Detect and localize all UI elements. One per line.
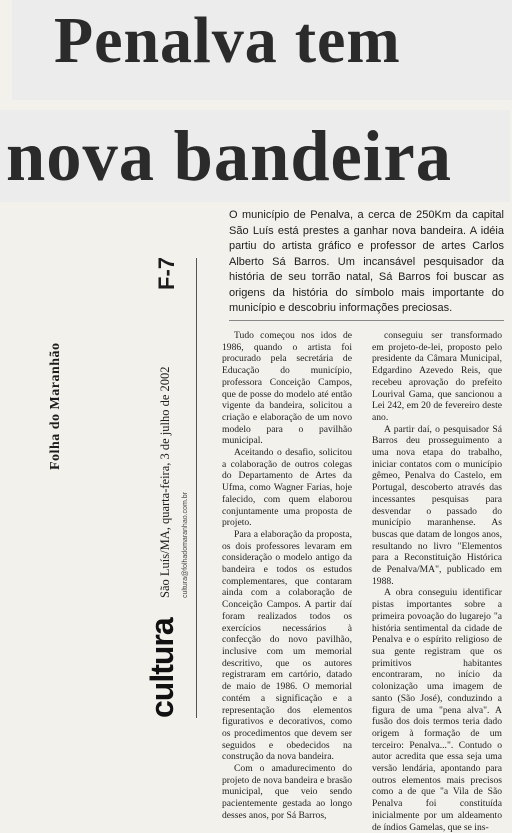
section-email: cultura@folhadomaranhao.com.br — [182, 492, 189, 598]
paragraph: Com o amadurecimento do projeto de nova bandeira e brasão municipal, que veio sendo pacientemente gestada ao longo desses anos, por Sá Barros, — [222, 763, 352, 821]
paragraph: A obra conseguiu identificar pistas importantes sobre a primeira povoação do lugarejo "a história sentimental da cidade de Penalva e o espírito religioso de sua gente registram que os primitivos habitantes encontraram, no início da colonização uma imagem de santo (São José), conduzindo a figura de uma "pena alva". A fusão dos dois termos teria dado origem à formação de um terceiro: Penalva...". Contudo o autor acredita que essa seja uma versão lendária, apontando para outros elementos mais precisos como a de que "a Vila de São Penalva foi constituída inicialmente por um aldeamento de índios Gamelas, que se ins- — [372, 587, 502, 833]
headline-line-1: Penalva tem — [54, 4, 401, 77]
newspaper-name: Folha do Maranhão — [48, 342, 63, 470]
lead-divider — [229, 320, 504, 321]
body-column-2 — [372, 330, 502, 833]
page-number: F-7 — [154, 257, 179, 290]
paragraph: conseguiu ser transformado em projeto-de-lei, proposto pelo presidente da Câmara Municipal, Edgardino Azevedo Reis, que recebeu aprovação do prefeito Lourival Gama, que sancionou a Lei 242, em 20 de fevereiro deste ano. — [372, 330, 502, 423]
paragraph: Tudo começou nos idos de 1986, quando o artista foi procurado pela secretária de Educação do município, professora Conceição Campos, que de posse do modelo até então vigente da bandeira, solicitou a criação e elaboração de um novo modelo para o pavilhão municipal. — [222, 330, 352, 447]
paragraph: Aceitando o desafio, solicitou a colaboração de outros colegas do Departamento de Artes da Ufma, como Wagner Farias, hoje falecido, com quem elaborou conjuntamente uma proposta de projeto. — [222, 447, 352, 529]
headline-line-2: nova bandeira — [6, 116, 452, 196]
section-title: cultura — [144, 618, 180, 718]
lead-paragraph: O município de Penalva, a cerca de 250Km da capital São Luís está prestes a ganhar nova bandeira. A idéia partiu do artista gráfico e professor de artes Carlos Alberto Sá Barros. Um incansável pesquisador da história de seu torrão natal, Sá Barros foi buscar as origens da história do símbolo mais importante do município e descobriu informações preciosas. — [229, 209, 504, 314]
paragraph: Para a elaboração da proposta, os dois professores levaram em consideração o modelo antigo da bandeira e todos os estudos complementares, que contaram ainda com a colaboração de Conceição Campos. A partir daí foram realizados todos os exercícios necessários à confecção do novo pavilhão, inclusive com um memorial descritivo, que os autores registraram em cartório, datado de maio de 1986. O memorial contém a significação e a representação dos elementos figurativos e decorativos, como os procedimentos que devem ser seguidos e obedecidos na construção da nova bandeira. — [222, 528, 352, 763]
body-column-1 — [222, 330, 352, 822]
dateline: São Luís/MA, quarta-feira, 3 de julho de 2002 — [158, 366, 172, 598]
paragraph: A partir daí, o pesquisador Sá Barros deu prosseguimento a uma nova etapa do trabalho, iniciar contatos com o município gêmeo, Penalva do Castelo, em Portugal, descoberto através das incessantes pesquisas para desvendar o passado do município maranhense. As buscas que datam de longos anos, resultando no livro "Elementos para a Reconstituição Histórica de Penalva/MA", publicado em 1988. — [372, 423, 502, 587]
sidebar-divider — [196, 258, 197, 718]
